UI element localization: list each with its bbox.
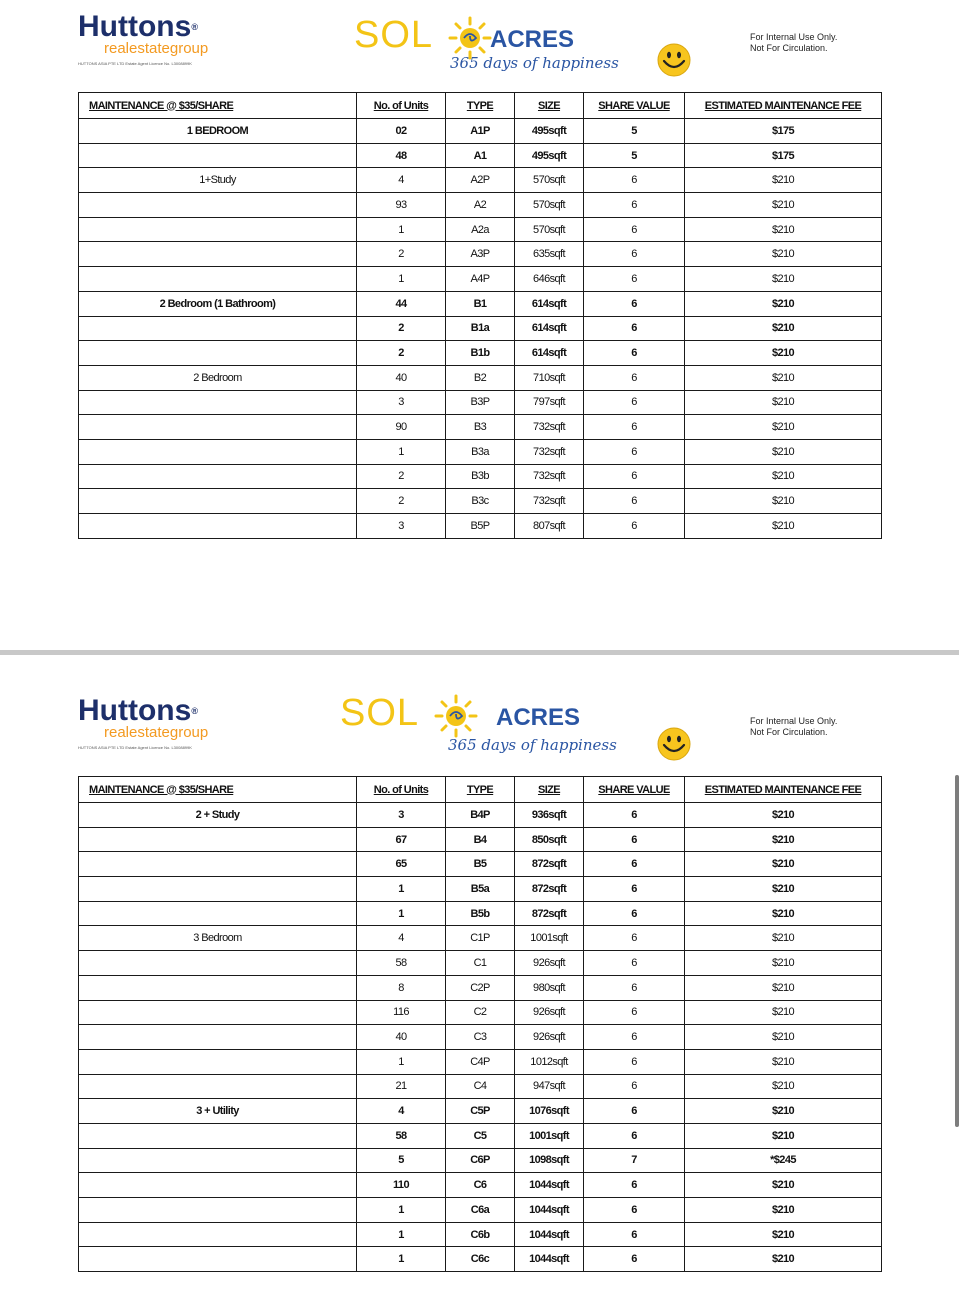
share-value-cell: 6 <box>584 489 685 514</box>
unit-size-cell: 1076sqft <box>515 1099 584 1124</box>
unit-size-cell: 1012sqft <box>515 1049 584 1074</box>
unit-size-cell: 947sqft <box>515 1074 584 1099</box>
unit-category-cell <box>79 514 357 539</box>
units-count-cell: 8 <box>357 975 446 1000</box>
table-header-row <box>79 777 882 803</box>
table-row <box>79 415 882 440</box>
unit-size-cell: 614sqft <box>515 291 584 316</box>
share-value-cell: 6 <box>584 1247 685 1272</box>
unit-type-cell: B5a <box>446 877 515 902</box>
maintenance-fee-cell: $210 <box>685 464 882 489</box>
maintenance-fee-cell: $210 <box>685 439 882 464</box>
share-value-cell: 6 <box>584 975 685 1000</box>
share-value-cell: 6 <box>584 365 685 390</box>
unit-category-cell <box>79 217 357 242</box>
units-count-cell: 02 <box>357 119 446 144</box>
maintenance-fee-cell: $210 <box>685 975 882 1000</box>
sol-acres-logo <box>340 692 617 768</box>
unit-category-cell <box>79 827 357 852</box>
unit-category-cell: 3 Bedroom <box>79 926 357 951</box>
unit-type-cell: A2 <box>446 193 515 218</box>
units-count-cell: 110 <box>357 1173 446 1198</box>
unit-category-cell <box>79 143 357 168</box>
unit-size-cell: 807sqft <box>515 514 584 539</box>
brand-fine-print: HUTTONS ASIA PTE LTD Estate Agent Licence No. L3008899K <box>78 61 192 66</box>
units-count-cell: 4 <box>357 1099 446 1124</box>
table-row <box>79 803 882 828</box>
smiley-icon <box>657 727 691 761</box>
maintenance-fee-cell: $210 <box>685 827 882 852</box>
maintenance-fee-cell: $210 <box>685 267 882 292</box>
table-row <box>79 1247 882 1272</box>
tagline: 365 days of happiness <box>450 54 619 72</box>
share-value-cell: 6 <box>584 168 685 193</box>
column-header: MAINTENANCE @ $35/SHARE <box>79 93 357 119</box>
unit-category-cell <box>79 1049 357 1074</box>
maintenance-fee-cell: $210 <box>685 316 882 341</box>
unit-size-cell: 570sqft <box>515 168 584 193</box>
column-header: No. of Units <box>357 777 446 803</box>
maintenance-fee-cell: $210 <box>685 390 882 415</box>
unit-category-cell <box>79 975 357 1000</box>
unit-size-cell: 980sqft <box>515 975 584 1000</box>
unit-category-cell <box>79 316 357 341</box>
units-count-cell: 2 <box>357 242 446 267</box>
unit-size-cell: 872sqft <box>515 852 584 877</box>
table-row <box>79 316 882 341</box>
unit-type-cell: B5 <box>446 852 515 877</box>
unit-type-cell: B5b <box>446 901 515 926</box>
unit-size-cell: 797sqft <box>515 390 584 415</box>
units-count-cell: 3 <box>357 803 446 828</box>
units-count-cell: 2 <box>357 316 446 341</box>
unit-size-cell: 936sqft <box>515 803 584 828</box>
units-count-cell: 90 <box>357 415 446 440</box>
table-row <box>79 489 882 514</box>
units-count-cell: 1 <box>357 1247 446 1272</box>
maintenance-fee-cell: $210 <box>685 1123 882 1148</box>
unit-type-cell: B4 <box>446 827 515 852</box>
share-value-cell: 6 <box>584 242 685 267</box>
maintenance-fee-table-1 <box>78 92 882 539</box>
column-header: SIZE <box>515 777 584 803</box>
maintenance-fee-cell: $210 <box>685 341 882 366</box>
maintenance-fee-cell: $210 <box>685 1247 882 1272</box>
internal-use-notice <box>750 32 837 54</box>
table-row <box>79 365 882 390</box>
unit-type-cell: C4P <box>446 1049 515 1074</box>
units-count-cell: 58 <box>357 1123 446 1148</box>
share-value-cell: 5 <box>584 143 685 168</box>
units-count-cell: 1 <box>357 267 446 292</box>
unit-size-cell: 495sqft <box>515 143 584 168</box>
table-row <box>79 926 882 951</box>
unit-type-cell: C6b <box>446 1222 515 1247</box>
acres-word: ACRES <box>496 704 581 731</box>
table-row <box>79 1198 882 1223</box>
unit-category-cell: 1+Study <box>79 168 357 193</box>
unit-size-cell: 732sqft <box>515 464 584 489</box>
share-value-cell: 6 <box>584 514 685 539</box>
share-value-cell: 6 <box>584 217 685 242</box>
unit-type-cell: A3P <box>446 242 515 267</box>
unit-category-cell <box>79 852 357 877</box>
unit-type-cell: B1a <box>446 316 515 341</box>
unit-category-cell <box>79 1074 357 1099</box>
unit-type-cell: C6a <box>446 1198 515 1223</box>
units-count-cell: 44 <box>357 291 446 316</box>
brand-name: Huttons <box>78 10 192 43</box>
brand-fine-print: HUTTONS ASIA PTE LTD Estate Agent Licence No. L3008899K <box>78 745 192 750</box>
table-row <box>79 217 882 242</box>
unit-size-cell: 1044sqft <box>515 1247 584 1272</box>
share-value-cell: 6 <box>584 193 685 218</box>
maintenance-fee-cell: $210 <box>685 365 882 390</box>
column-header: ESTIMATED MAINTENANCE FEE <box>685 777 882 803</box>
maintenance-fee-cell: $210 <box>685 1222 882 1247</box>
maintenance-fee-cell: $210 <box>685 1198 882 1223</box>
maintenance-fee-table-2 <box>78 776 882 1272</box>
column-header: SHARE VALUE <box>584 777 685 803</box>
share-value-cell: 6 <box>584 877 685 902</box>
unit-category-cell <box>79 1123 357 1148</box>
units-count-cell: 3 <box>357 390 446 415</box>
maintenance-fee-cell: $210 <box>685 291 882 316</box>
table-row <box>79 341 882 366</box>
unit-type-cell: B1b <box>446 341 515 366</box>
maintenance-fee-cell: $210 <box>685 852 882 877</box>
units-count-cell: 2 <box>357 464 446 489</box>
unit-type-cell: C6c <box>446 1247 515 1272</box>
table-row <box>79 193 882 218</box>
share-value-cell: 6 <box>584 267 685 292</box>
unit-type-cell: B3c <box>446 489 515 514</box>
share-value-cell: 6 <box>584 803 685 828</box>
maintenance-fee-cell: $210 <box>685 901 882 926</box>
unit-type-cell: C6P <box>446 1148 515 1173</box>
column-header: TYPE <box>446 93 515 119</box>
unit-size-cell: 495sqft <box>515 119 584 144</box>
table-row <box>79 242 882 267</box>
maintenance-fee-cell: $210 <box>685 168 882 193</box>
units-count-cell: 4 <box>357 926 446 951</box>
table-row <box>79 877 882 902</box>
table-row <box>79 390 882 415</box>
unit-type-cell: A1 <box>446 143 515 168</box>
table-row <box>79 852 882 877</box>
units-count-cell: 67 <box>357 827 446 852</box>
table-row <box>79 291 882 316</box>
units-count-cell: 48 <box>357 143 446 168</box>
maintenance-fee-cell: $210 <box>685 877 882 902</box>
units-count-cell: 1 <box>357 217 446 242</box>
units-count-cell: 1 <box>357 877 446 902</box>
unit-category-cell <box>79 267 357 292</box>
unit-size-cell: 635sqft <box>515 242 584 267</box>
unit-category-cell: 2 Bedroom (1 Bathroom) <box>79 291 357 316</box>
table-row <box>79 1148 882 1173</box>
unit-type-cell: A2P <box>446 168 515 193</box>
table-row <box>79 975 882 1000</box>
page-divider <box>0 650 959 655</box>
share-value-cell: 6 <box>584 341 685 366</box>
units-count-cell: 58 <box>357 951 446 976</box>
units-count-cell: 2 <box>357 489 446 514</box>
unit-category-cell <box>79 901 357 926</box>
unit-size-cell: 646sqft <box>515 267 584 292</box>
unit-type-cell: C2P <box>446 975 515 1000</box>
units-count-cell: 116 <box>357 1000 446 1025</box>
share-value-cell: 6 <box>584 827 685 852</box>
table-row <box>79 1123 882 1148</box>
share-value-cell: 7 <box>584 1148 685 1173</box>
unit-category-cell <box>79 464 357 489</box>
share-value-cell: 6 <box>584 1049 685 1074</box>
share-value-cell: 6 <box>584 1123 685 1148</box>
units-count-cell: 93 <box>357 193 446 218</box>
maintenance-fee-cell: $210 <box>685 1099 882 1124</box>
unit-type-cell: C6 <box>446 1173 515 1198</box>
internal-line-2: Not For Circulation. <box>750 727 828 737</box>
maintenance-fee-cell: $175 <box>685 119 882 144</box>
share-value-cell: 6 <box>584 1074 685 1099</box>
column-header: SHARE VALUE <box>584 93 685 119</box>
unit-size-cell: 1044sqft <box>515 1222 584 1247</box>
share-value-cell: 6 <box>584 439 685 464</box>
share-value-cell: 6 <box>584 926 685 951</box>
unit-category-cell <box>79 439 357 464</box>
unit-type-cell: A2a <box>446 217 515 242</box>
units-count-cell: 4 <box>357 168 446 193</box>
unit-size-cell: 614sqft <box>515 341 584 366</box>
share-value-cell: 6 <box>584 390 685 415</box>
unit-category-cell <box>79 242 357 267</box>
sol-word: SOL <box>354 14 434 56</box>
sun-icon <box>434 694 478 738</box>
unit-size-cell: 570sqft <box>515 193 584 218</box>
unit-size-cell: 926sqft <box>515 1025 584 1050</box>
internal-line-2: Not For Circulation. <box>750 43 828 53</box>
brand-name: Huttons <box>78 694 192 727</box>
unit-size-cell: 1044sqft <box>515 1198 584 1223</box>
unit-category-cell <box>79 415 357 440</box>
unit-type-cell: C3 <box>446 1025 515 1050</box>
maintenance-fee-cell: $210 <box>685 489 882 514</box>
maintenance-fee-cell: $210 <box>685 415 882 440</box>
table-row <box>79 143 882 168</box>
maintenance-fee-cell: $210 <box>685 803 882 828</box>
maintenance-fee-cell: $210 <box>685 193 882 218</box>
unit-size-cell: 1044sqft <box>515 1173 584 1198</box>
unit-type-cell: B3b <box>446 464 515 489</box>
units-count-cell: 65 <box>357 852 446 877</box>
unit-category-cell: 1 BEDROOM <box>79 119 357 144</box>
brand-subtitle: realestategroup <box>104 724 209 741</box>
maintenance-fee-cell: $210 <box>685 1173 882 1198</box>
unit-size-cell: 1098sqft <box>515 1148 584 1173</box>
share-value-cell: 5 <box>584 119 685 144</box>
share-value-cell: 6 <box>584 1025 685 1050</box>
unit-category-cell <box>79 1000 357 1025</box>
brand-registered-mark: ® <box>191 706 198 716</box>
sol-acres-logo <box>354 14 619 84</box>
maintenance-fee-cell: $210 <box>685 514 882 539</box>
unit-size-cell: 1001sqft <box>515 1123 584 1148</box>
unit-category-cell <box>79 877 357 902</box>
unit-category-cell <box>79 341 357 366</box>
tagline: 365 days of happiness <box>448 736 617 754</box>
unit-size-cell: 926sqft <box>515 951 584 976</box>
unit-type-cell: A1P <box>446 119 515 144</box>
table-row <box>79 119 882 144</box>
unit-type-cell: B3P <box>446 390 515 415</box>
acres-word: ACRES <box>490 26 575 53</box>
units-count-cell: 40 <box>357 365 446 390</box>
unit-category-cell: 3 + Utility <box>79 1099 357 1124</box>
column-header: ESTIMATED MAINTENANCE FEE <box>685 93 882 119</box>
internal-line-1: For Internal Use Only. <box>750 32 838 42</box>
maintenance-fee-cell: $210 <box>685 951 882 976</box>
table-row <box>79 1025 882 1050</box>
maintenance-fee-cell: $210 <box>685 1049 882 1074</box>
unit-category-cell <box>79 489 357 514</box>
column-header: MAINTENANCE @ $35/SHARE <box>79 777 357 803</box>
unit-type-cell: B1 <box>446 291 515 316</box>
table-row <box>79 951 882 976</box>
unit-type-cell: B3 <box>446 415 515 440</box>
internal-line-1: For Internal Use Only. <box>750 716 838 726</box>
huttons-logo <box>78 696 208 750</box>
units-count-cell: 1 <box>357 901 446 926</box>
share-value-cell: 6 <box>584 852 685 877</box>
maintenance-fee-cell: $210 <box>685 1074 882 1099</box>
scrollbar[interactable] <box>955 775 959 1127</box>
unit-size-cell: 926sqft <box>515 1000 584 1025</box>
brand-registered-mark: ® <box>191 22 198 32</box>
unit-type-cell: A4P <box>446 267 515 292</box>
unit-size-cell: 570sqft <box>515 217 584 242</box>
maintenance-fee-cell: $175 <box>685 143 882 168</box>
unit-type-cell: C5P <box>446 1099 515 1124</box>
unit-category-cell <box>79 1198 357 1223</box>
unit-type-cell: C4 <box>446 1074 515 1099</box>
share-value-cell: 6 <box>584 1173 685 1198</box>
units-count-cell: 21 <box>357 1074 446 1099</box>
table-row <box>79 439 882 464</box>
unit-type-cell: B5P <box>446 514 515 539</box>
table-row <box>79 827 882 852</box>
unit-size-cell: 732sqft <box>515 489 584 514</box>
unit-size-cell: 614sqft <box>515 316 584 341</box>
share-value-cell: 6 <box>584 291 685 316</box>
smiley-icon <box>657 43 691 77</box>
share-value-cell: 6 <box>584 1222 685 1247</box>
table-row <box>79 1222 882 1247</box>
units-count-cell: 1 <box>357 439 446 464</box>
internal-use-notice <box>750 716 837 738</box>
unit-size-cell: 872sqft <box>515 901 584 926</box>
share-value-cell: 6 <box>584 316 685 341</box>
table-row <box>79 514 882 539</box>
unit-size-cell: 732sqft <box>515 415 584 440</box>
units-count-cell: 5 <box>357 1148 446 1173</box>
maintenance-fee-cell: $210 <box>685 242 882 267</box>
unit-size-cell: 1001sqft <box>515 926 584 951</box>
huttons-logo <box>78 12 208 66</box>
column-header: No. of Units <box>357 93 446 119</box>
unit-category-cell <box>79 1222 357 1247</box>
unit-category-cell: 2 Bedroom <box>79 365 357 390</box>
unit-category-cell <box>79 951 357 976</box>
units-count-cell: 1 <box>357 1198 446 1223</box>
column-header: TYPE <box>446 777 515 803</box>
unit-size-cell: 872sqft <box>515 877 584 902</box>
brand-subtitle: realestategroup <box>104 40 209 57</box>
table-row <box>79 1099 882 1124</box>
maintenance-fee-cell: *$245 <box>685 1148 882 1173</box>
share-value-cell: 6 <box>584 1000 685 1025</box>
unit-type-cell: B2 <box>446 365 515 390</box>
maintenance-fee-cell: $210 <box>685 926 882 951</box>
unit-category-cell <box>79 1148 357 1173</box>
unit-category-cell <box>79 390 357 415</box>
unit-type-cell: C2 <box>446 1000 515 1025</box>
units-count-cell: 2 <box>357 341 446 366</box>
unit-type-cell: C1 <box>446 951 515 976</box>
unit-type-cell: B4P <box>446 803 515 828</box>
share-value-cell: 6 <box>584 464 685 489</box>
table-row <box>79 464 882 489</box>
units-count-cell: 40 <box>357 1025 446 1050</box>
table-row <box>79 1000 882 1025</box>
unit-size-cell: 710sqft <box>515 365 584 390</box>
unit-size-cell: 850sqft <box>515 827 584 852</box>
table-row <box>79 267 882 292</box>
share-value-cell: 6 <box>584 1099 685 1124</box>
unit-size-cell: 732sqft <box>515 439 584 464</box>
maintenance-fee-cell: $210 <box>685 1000 882 1025</box>
unit-category-cell <box>79 1025 357 1050</box>
units-count-cell: 1 <box>357 1222 446 1247</box>
maintenance-fee-cell: $210 <box>685 217 882 242</box>
share-value-cell: 6 <box>584 415 685 440</box>
share-value-cell: 6 <box>584 951 685 976</box>
units-count-cell: 1 <box>357 1049 446 1074</box>
unit-type-cell: C5 <box>446 1123 515 1148</box>
share-value-cell: 6 <box>584 1198 685 1223</box>
unit-category-cell <box>79 1173 357 1198</box>
table-row <box>79 1049 882 1074</box>
unit-type-cell: B3a <box>446 439 515 464</box>
unit-category-cell <box>79 193 357 218</box>
table-row <box>79 901 882 926</box>
unit-category-cell: 2 + Study <box>79 803 357 828</box>
unit-type-cell: C1P <box>446 926 515 951</box>
share-value-cell: 6 <box>584 901 685 926</box>
unit-category-cell <box>79 1247 357 1272</box>
table-row <box>79 168 882 193</box>
units-count-cell: 3 <box>357 514 446 539</box>
table-header-row <box>79 93 882 119</box>
table-row <box>79 1173 882 1198</box>
table-row <box>79 1074 882 1099</box>
column-header: SIZE <box>515 93 584 119</box>
sol-word: SOL <box>340 692 420 734</box>
maintenance-fee-cell: $210 <box>685 1025 882 1050</box>
